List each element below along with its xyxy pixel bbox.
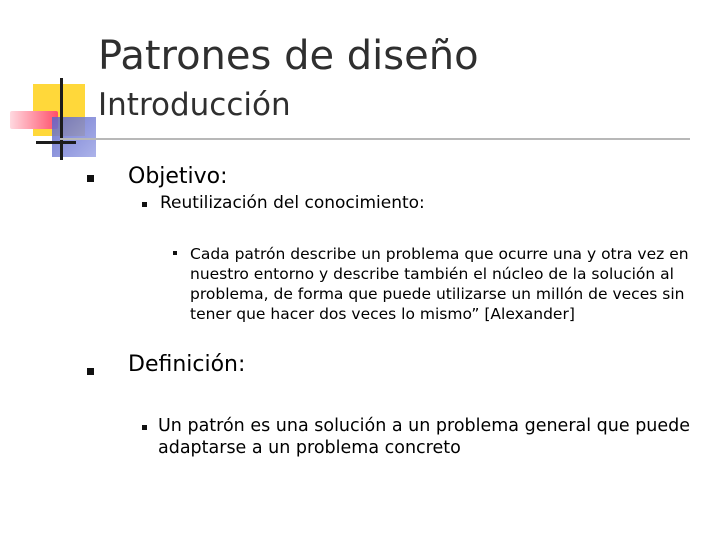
logo-horizontal-line: [36, 141, 76, 144]
section-heading-objetivo: Objetivo:: [128, 164, 228, 189]
title-divider: [60, 138, 690, 140]
logo-red-bar: [10, 111, 58, 129]
bullet-square-icon: [87, 175, 94, 182]
slide-subtitle: Introducción: [98, 87, 291, 123]
logo-blue-square: [52, 117, 96, 157]
detail-alexander-quote: Cada patrón describe un problema que ocurre una y otra vez en nuestro entorno y describe también el núcleo de la solución al problema, de forma que puede utilizarse un millón de veces sin tener que hacer dos veces lo mismo” [Alexander]: [190, 245, 689, 323]
logo-vertical-line: [60, 78, 63, 160]
bullet-square-icon: [142, 202, 147, 207]
bullet-square-icon: [87, 368, 94, 375]
bullet-square-icon: [173, 251, 177, 255]
subitem-definicion: Un patrón es una solución a un problema general que puede adaptarse a un problema concreto: [158, 416, 691, 458]
slide-title: Patrones de diseño: [98, 33, 479, 79]
subitem-reutilizacion: Reutilización del conocimiento:: [160, 193, 425, 213]
bullet-square-icon: [142, 425, 147, 430]
section-heading-definicion: Definición:: [128, 352, 246, 377]
